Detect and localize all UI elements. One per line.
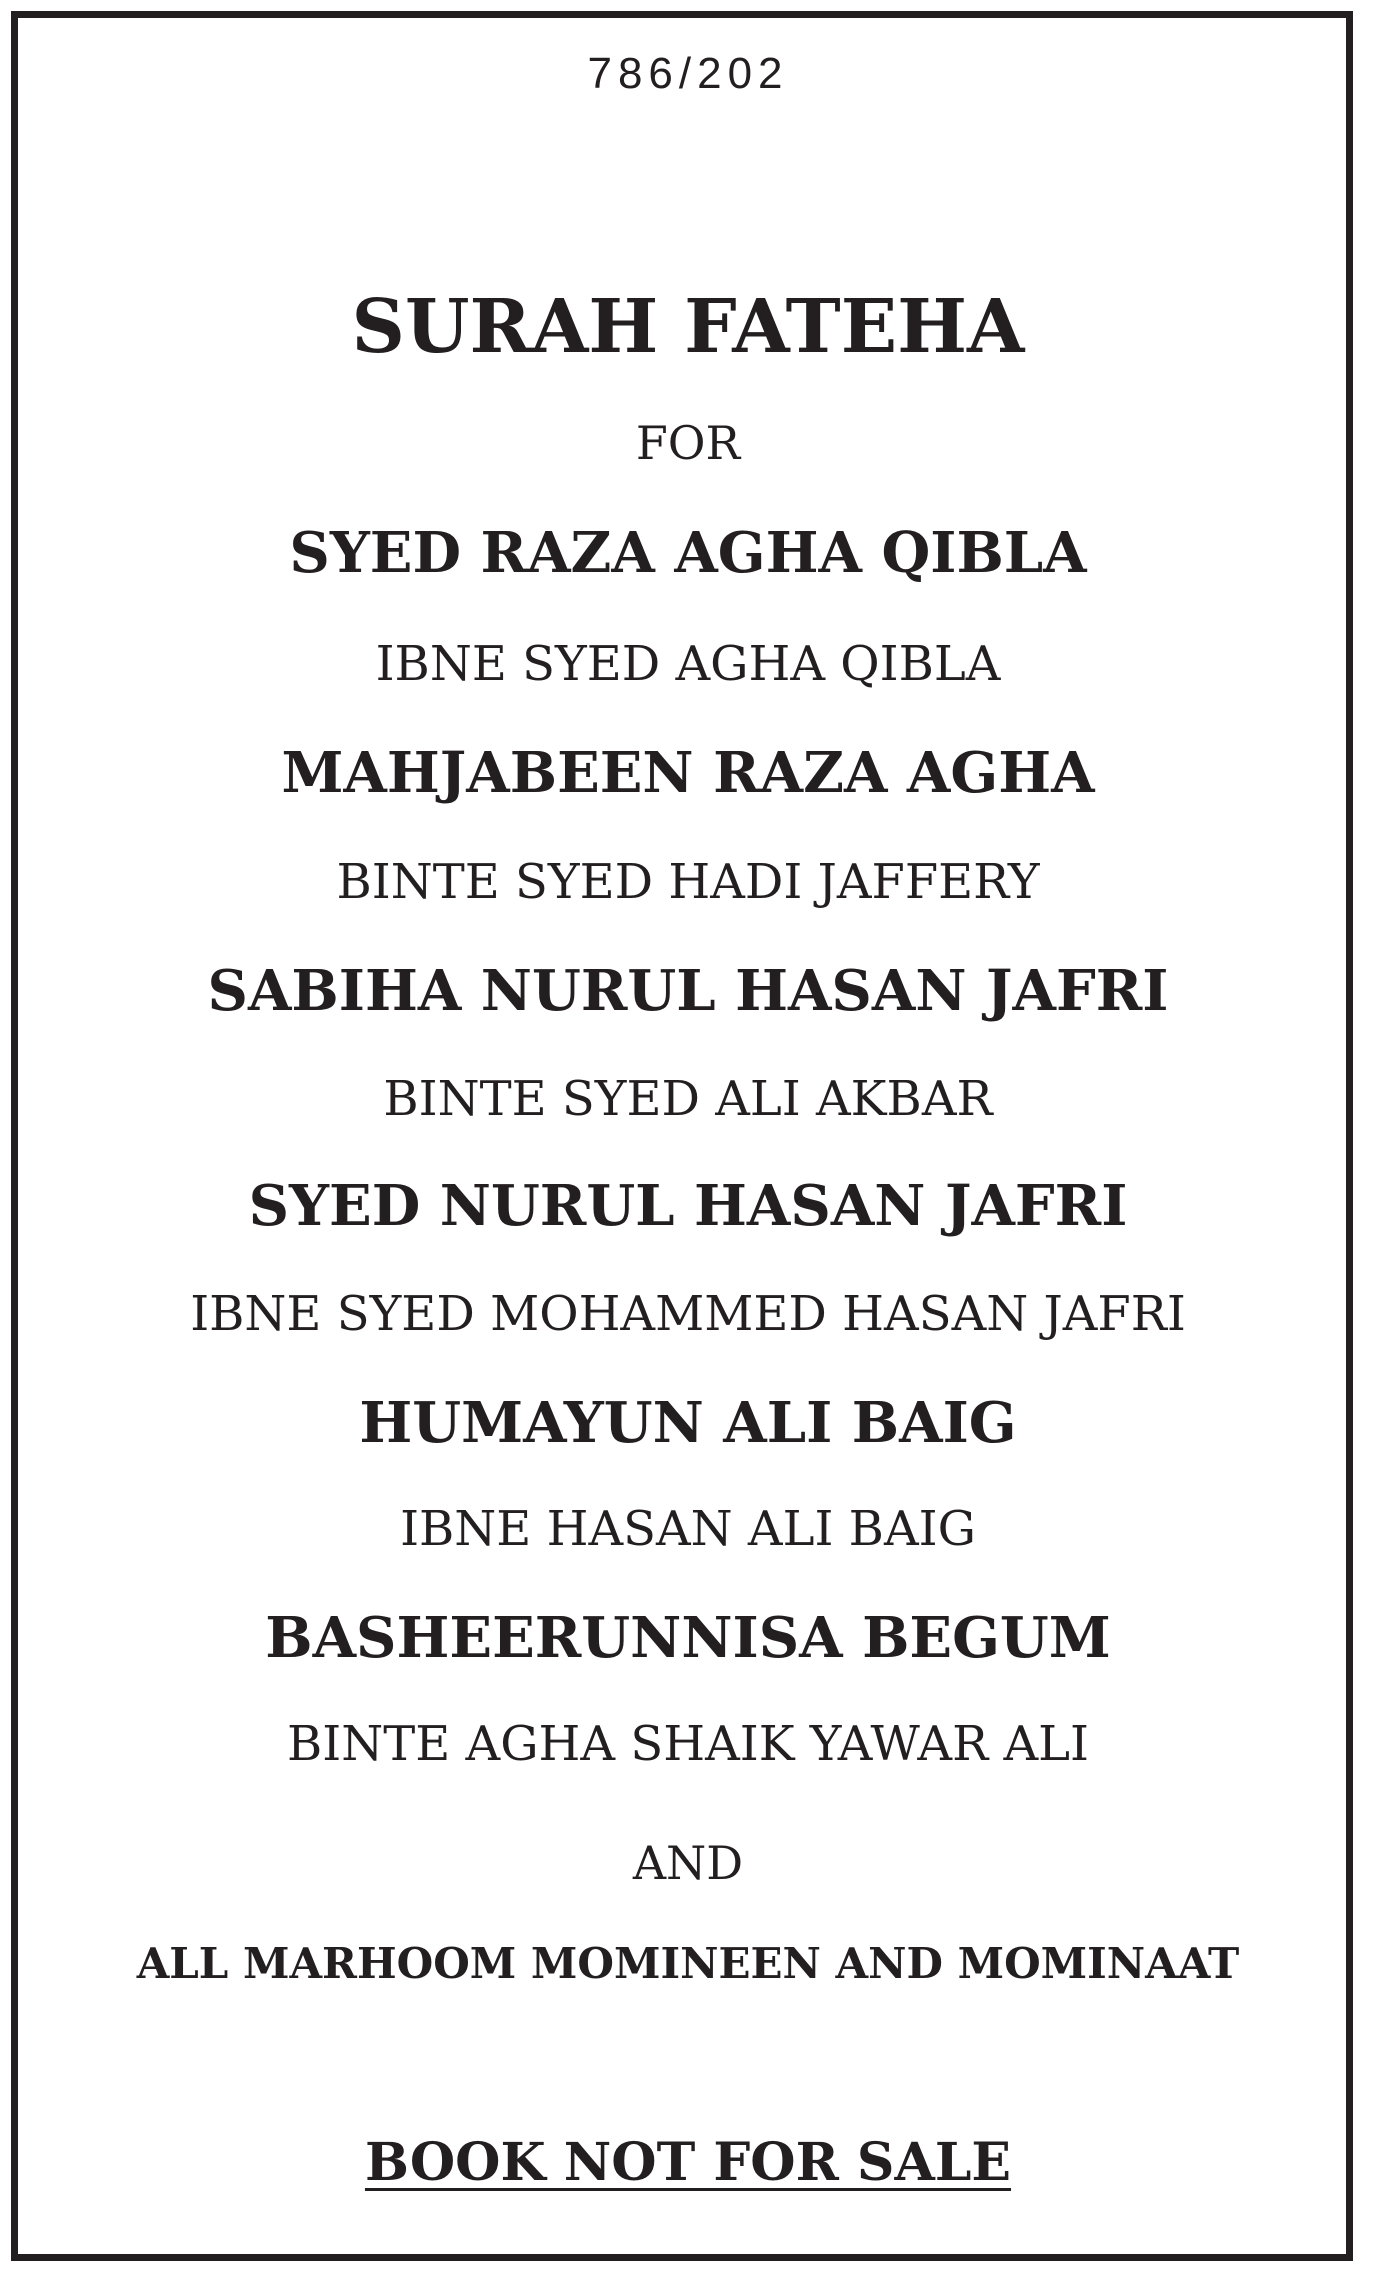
and-label: AND: [632, 1836, 744, 1890]
entry-name-4: SYED NURUL HASAN JAFRI: [248, 1173, 1128, 1239]
entry-parent-4: IBNE SYED MOHAMMED HASAN JAFRI: [190, 1286, 1186, 1342]
entry-parent-2: BINTE SYED HADI JAFFERY: [336, 854, 1040, 910]
entry-name-3: SABIHA NURUL HASAN JAFRI: [207, 958, 1169, 1024]
entry-parent-3: BINTE SYED ALI AKBAR: [383, 1071, 993, 1127]
entry-parent-1: IBNE SYED AGHA QIBLA: [375, 636, 1001, 692]
entry-name-2: MAHJABEEN RAZA AGHA: [281, 740, 1095, 806]
reference-number: 786/202: [587, 49, 789, 98]
entry-parent-5: IBNE HASAN ALI BAIG: [400, 1501, 976, 1557]
entry-name-1: SYED RAZA AGHA QIBLA: [289, 520, 1087, 586]
entry-parent-6: BINTE AGHA SHAIK YAWAR ALI: [286, 1716, 1089, 1772]
page-title: SURAH FATEHA: [351, 284, 1025, 370]
not-for-sale-notice: BOOK NOT FOR SALE: [364, 2132, 1012, 2193]
entry-name-6: BASHEERUNNISA BEGUM: [265, 1605, 1111, 1671]
for-label: FOR: [635, 416, 741, 470]
closing-line: ALL MARHOOM MOMINEEN AND MOMINAAT: [136, 1939, 1240, 1988]
entry-name-5: HUMAYUN ALI BAIG: [359, 1390, 1017, 1456]
